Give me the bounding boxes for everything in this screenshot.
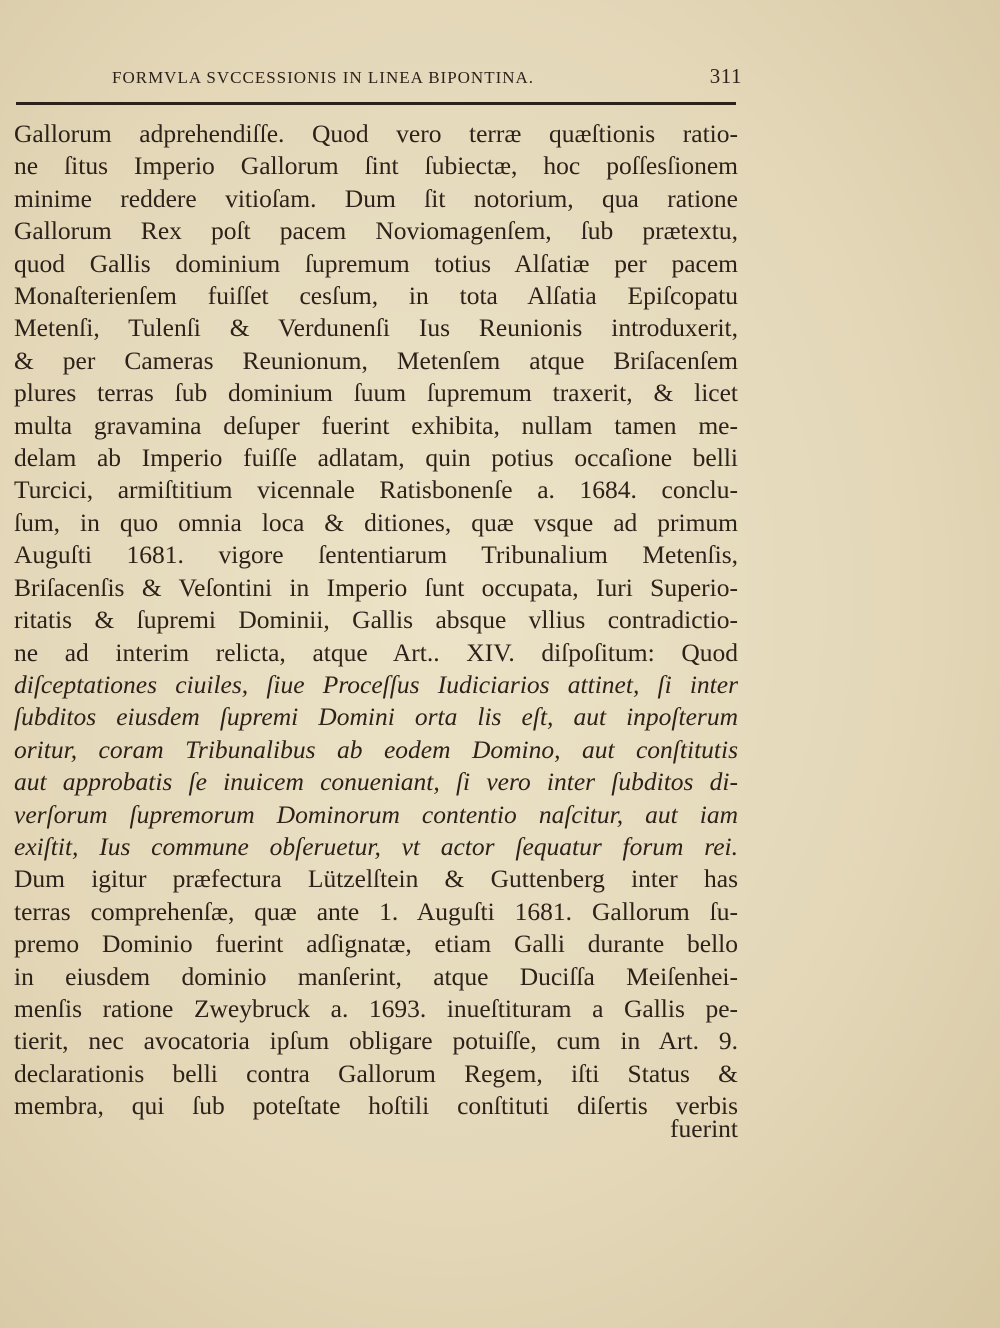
text-line: ſum, in quo omnia loca & ditiones, quæ vsque ad primum [14,507,738,537]
catchword: fuerint [670,1114,738,1143]
text-line: oritur, coram Tribunalibus ab eodem Domino, aut conſtitutis [14,734,738,764]
text-line: delam ab Imperio fuiſſe adlatam, quin potius occaſione belli [14,443,738,473]
running-title: FORMVLA SVCCESSIONIS IN LINEA BIPONTINA. [112,68,535,87]
text-line: in eiusdem dominio manſerint, atque Duciſſa Meiſenhei- [14,961,738,991]
text-line: diſceptationes ciuiles, ſiue Proceſſus Iudiciarios attinet, ſi inter [14,669,738,699]
text-line: Gallorum adprehendiſſe. Quod vero terræ quæſtionis ratio- [14,119,738,148]
text-line: aut approbatis ſe inuicem conueniant, ſi vero inter ſubditos di- [14,767,738,797]
text-line: Auguſti 1681. vigore ſententiarum Tribunalium Metenſis, [14,540,738,570]
page-number: 311 [709,64,742,88]
text-line: ne ſitus Imperio Gallorum ſint ſubiectæ, hoc poſſesſionem [14,151,738,181]
text-line: Monaſterienſem fuiſſet cesſum, in tota Alſatia Epiſcopatu [14,281,738,311]
text-line: ne ad interim relicta, atque Art.. XIV. diſpoſitum: Quod [14,637,738,667]
text-line: Gallorum Rex poſt pacem Noviomagenſem, ſub prætextu, [14,216,738,246]
text-line: menſis ratione Zweybruck a. 1693. inueſtituram a Gallis pe- [14,993,738,1023]
text-line: multa gravamina deſuper fuerint exhibita, nullam tamen me- [14,410,738,440]
text-line: tierit, nec avocatoria ipſum obligare potuiſſe, cum in Art. 9. [14,1026,738,1056]
text-line: membra, qui ſub poteſtate hoſtili conſtituti diſertis verbis [14,1091,738,1121]
text-line: Turcici, armiſtitium vicennale Ratisbonenſe a. 1684. conclu- [14,475,738,505]
text-line: minime reddere vitioſam. Dum ſit notorium, qua ratione [14,183,738,213]
text-line: Briſacenſis & Veſontini in Imperio ſunt occupata, Iuri Superio- [14,572,738,602]
page-header [112,64,742,89]
text-line: ritatis & ſupremi Dominii, Gallis absque vllius contradictio- [14,605,738,635]
text-line: premo Dominio fuerint adſignatæ, etiam Galli durante bello [14,929,738,959]
text-line: Metenſi, Tulenſi & Verdunenſi Ius Reunionis introduxerit, [14,313,738,343]
text-line: terras comprehenſæ, quæ ante 1. Auguſti 1681. Gallorum ſu- [14,896,738,926]
text-line: exiſtit, Ius commune obſeruetur, vt actor ſequatur forum rei. [14,831,738,861]
header-rule [16,102,736,105]
text-line: Dum igitur præfectura Lützelſtein & Guttenberg inter has [14,864,738,894]
text-line: verſorum ſupremorum Dominorum contentio naſcitur, aut iam [14,799,738,829]
text-line: plures terras ſub dominium ſuum ſupremum traxerit, & licet [14,378,738,408]
text-line: declarationis belli contra Gallorum Regem, iſti Status & [14,1058,738,1088]
text-line: & per Cameras Reunionum, Metenſem atque Briſacenſem [14,345,738,375]
body-text [14,118,738,1123]
text-line: quod Gallis dominium ſupremum totius Alſatiæ per pacem [14,248,738,278]
text-line: ſubditos eiusdem ſupremi Domini orta lis eſt, aut inpoſterum [14,702,738,732]
